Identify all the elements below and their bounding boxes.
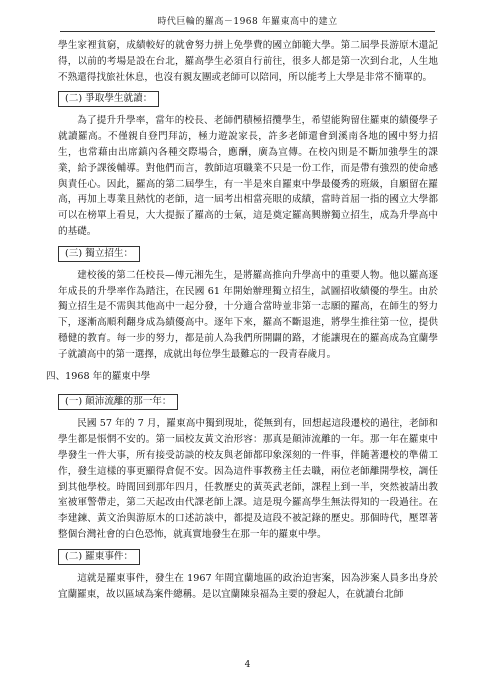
subsection-heading-4-1: (一) 顛沛流離的那一年： xyxy=(58,394,178,410)
subsection-heading-3: (三) 獨立招生： xyxy=(58,246,140,262)
intro-paragraph: 學生家裡貧窮，成績較好的就會努力拼上免學費的國立師範大學。第二屆學長游原木還記得，以前的考場是設在台北，羅高學生必須自行前往，很多人都是第一次到台北，人生地不熟還得找旅社休息，也沒有親友團或老師可以陪同，所以能考上大學是非常不簡單的。 xyxy=(58,40,438,83)
subsection-body-3: 建校後的第二任校長—傅元湘先生，是將羅高推向升學高中的重要人物。他以羅高逐年成長的升學率作為踏注，在民國 61 年開始辦理獨立招生，試圖招收績優的學生。由於獨立招生是不需與其他高中一起分發，十分適合當時並非第一志願的羅高，在師生的努力下，逐漸高順利翻身成為績優高中。逐年下來，羅高不斷退進，將學生推往第一位，提供穩健的教育。每一步的努力，都是前人為我們所開闢的路，才能讓現在的羅高成為宜蘭學子就讀高中的第一選擇，成就出每位學生最難忘的一段青春歲月。 xyxy=(58,269,438,360)
page-content xyxy=(46,38,438,602)
subsection-body-2: 為了提升升學率，當年的校長、老師們積極招攬學生，希望能夠留住羅東的績優學子就讀羅高。不僅親自登門拜訪，極力遊說家長，許多老師還會到溪南各地的國中努力招生，也常藉由出席鎮內各種交際場合，應酬，廣為宣傳。在校內則是不斷加強學生的課業，給予課後輔導。對他們而言，教師這項職業不只是一份工作，而是帶有強烈的使命感與責任心。因此，羅高的第二屆學生，有一半是來自羅東中學最優秀的班級，自願留在羅高，再加上專業且熱忱的老師，這一屆考出相當亮眼的成績，當時首屈一指的國立大學都可以在榜單上看見，大大提振了羅高的士氣，這是奠定羅高興辦獨立招生，成為升學高中的基礎。 xyxy=(58,115,438,237)
section-heading-4: 四、1968 年的羅東中學 xyxy=(46,370,151,382)
running-header: 時代巨輪的羅高－1968 年羅東高中的建立 xyxy=(60,14,435,32)
subsection-body-4-1: 民國 57 年的 7 月，羅東高中獨到現址，從無到有，回想起這段遷校的過往，老師和學生都是悵惘不安的。第一屆校友黃文治形容：那真是顛沛流離的一年。那一年在羅東中學發生一件大事，所有接受訪談的校友與老師都印象深刻的一件事，伴隨著遷校的準備工作，發生這樣的事更顯得倉促不安。因為這件事教務主任去職，兩位老師離開學校，調任到其他學校。時間回到那年四月，任教歷史的黃英武老師，課程上到一半，突然被請出教室被軍警帶走，第二天起改由代課老師上課。這是現今羅高學生無法得知的一段過往。在李建鍊、黃文治與游原木的口述訪談中，都提及這段不被記錄的歷史。那個時代，壓罩著整個台灣社會的白色恐怖，就真實地發生在那一年的羅東中學。 xyxy=(58,418,438,540)
page-number: 4 xyxy=(244,660,251,670)
subsection-heading-4-2: (二) 羅東事件： xyxy=(58,549,140,565)
subsection-body-4-2: 這就是羅東事件，發生在 1967 年間宜蘭地區的政治迫害案，因為涉案人員多出身於宜蘭羅東，故以區域為案件總稱。是以宜蘭陳泉福為主要的發起人，在就讀台北師 xyxy=(58,572,438,600)
subsection-heading-2: (二) 爭取學生就讀： xyxy=(58,91,159,107)
